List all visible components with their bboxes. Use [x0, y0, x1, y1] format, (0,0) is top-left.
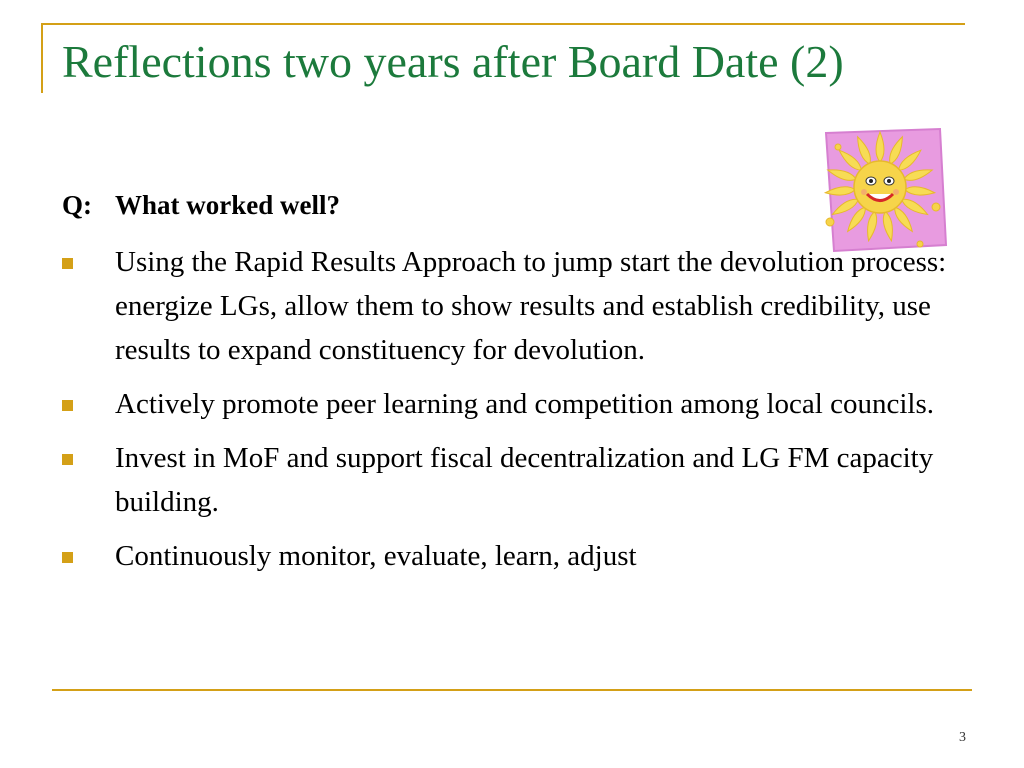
- question-prefix: Q:: [62, 190, 92, 220]
- question-heading: [62, 190, 340, 221]
- question-text: What worked well?: [115, 190, 340, 220]
- bullet-text: Continuously monitor, evaluate, learn, adjust: [115, 540, 637, 572]
- bullet-text: Using the Rapid Results Approach to jump start the devolution process: energize LGs, allow them to show results and establish credibility, use results to expand constituency for devolution.: [115, 246, 947, 366]
- bullet-item: [62, 534, 962, 578]
- bottom-divider-line: [52, 689, 972, 691]
- smiling-sun-icon: [818, 127, 948, 253]
- bullet-list: [62, 240, 962, 588]
- top-divider-line: [41, 23, 965, 25]
- square-bullet-icon: [62, 534, 115, 578]
- bullet-item: [62, 436, 962, 524]
- bullet-item: [62, 382, 962, 426]
- bullet-item: [62, 240, 962, 372]
- square-bullet-icon: [62, 240, 115, 372]
- square-bullet-icon: [62, 436, 115, 524]
- bullet-text: Actively promote peer learning and competition among local councils.: [115, 388, 934, 420]
- left-accent-line: [41, 23, 43, 93]
- slide-title: Reflections two years after Board Date (2): [62, 36, 844, 87]
- square-bullet-icon: [62, 382, 115, 426]
- page-number: 3: [959, 730, 966, 745]
- bullet-text: Invest in MoF and support fiscal decentralization and LG FM capacity building.: [115, 442, 934, 518]
